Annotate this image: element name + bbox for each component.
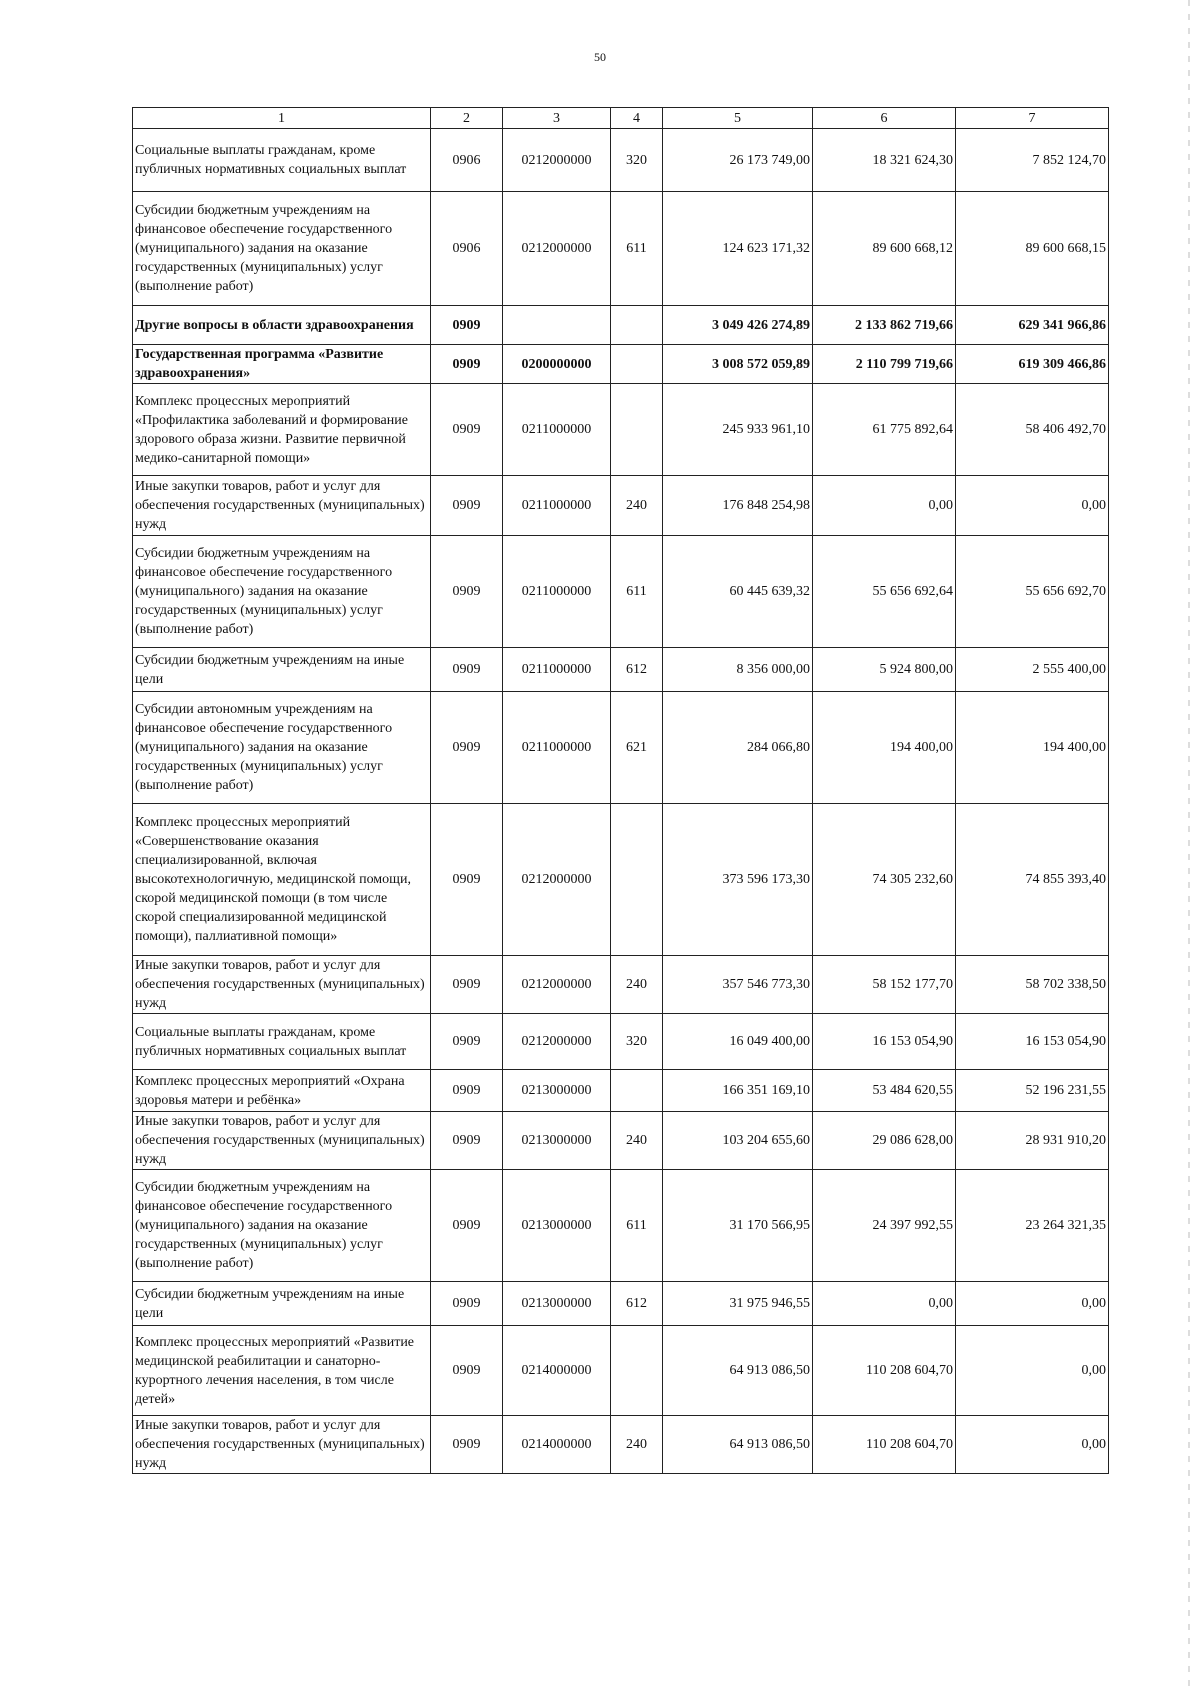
row-type-cell: 621	[611, 692, 663, 804]
row-target-cell: 0211000000	[503, 692, 611, 804]
table-header-row	[133, 108, 1109, 129]
row-value-7-cell: 89 600 668,15	[956, 192, 1109, 306]
row-value-6-cell: 24 397 992,55	[813, 1170, 956, 1282]
row-type-cell: 240	[611, 1416, 663, 1474]
header-col-3: 3	[503, 108, 611, 129]
row-section-cell: 0909	[431, 1416, 503, 1474]
row-value-6-cell: 0,00	[813, 476, 956, 536]
table-row	[133, 956, 1109, 1014]
row-section-cell: 0909	[431, 1282, 503, 1326]
row-target-cell: 0211000000	[503, 536, 611, 648]
row-value-5-cell: 373 596 173,30	[663, 804, 813, 956]
row-name-cell: Комплекс процессных мероприятий «Развитие медицинской реабилитации и санаторно-курортного лечения населения, в том числе детей»	[133, 1326, 431, 1416]
row-type-cell: 240	[611, 476, 663, 536]
header-col-7: 7	[956, 108, 1109, 129]
row-value-7-cell: 58 406 492,70	[956, 384, 1109, 476]
row-type-cell: 611	[611, 1170, 663, 1282]
table-row	[133, 129, 1109, 192]
row-value-6-cell: 61 775 892,64	[813, 384, 956, 476]
row-name-cell: Комплекс процессных мероприятий «Охрана здоровья матери и ребёнка»	[133, 1070, 431, 1112]
row-value-5-cell: 176 848 254,98	[663, 476, 813, 536]
table-row	[133, 1416, 1109, 1474]
row-name-cell: Государственная программа «Развитие здравоохранения»	[133, 345, 431, 384]
row-target-cell: 0212000000	[503, 192, 611, 306]
row-section-cell: 0909	[431, 384, 503, 476]
row-target-cell: 0200000000	[503, 345, 611, 384]
row-value-5-cell: 31 975 946,55	[663, 1282, 813, 1326]
row-target-cell: 0212000000	[503, 804, 611, 956]
row-type-cell: 612	[611, 1282, 663, 1326]
header-col-1: 1	[133, 108, 431, 129]
row-value-6-cell: 2 133 862 719,66	[813, 306, 956, 345]
row-value-6-cell: 110 208 604,70	[813, 1326, 956, 1416]
row-name-cell: Комплекс процессных мероприятий «Совершенствование оказания специализированной, включая высокотехнологичную, медицинской помощи, скорой медицинской помощи (в том числе скорой специализированной медицинской помощи), паллиативной помощи»	[133, 804, 431, 956]
row-value-6-cell: 2 110 799 719,66	[813, 345, 956, 384]
table-row	[133, 345, 1109, 384]
row-value-6-cell: 18 321 624,30	[813, 129, 956, 192]
row-value-6-cell: 110 208 604,70	[813, 1416, 956, 1474]
row-value-7-cell: 23 264 321,35	[956, 1170, 1109, 1282]
table-row	[133, 306, 1109, 345]
row-name-cell: Субсидии бюджетным учреждениям на финансовое обеспечение государственного (муниципального) задания на оказание государственных (муниципальных) услуг (выполнение работ)	[133, 192, 431, 306]
row-value-5-cell: 64 913 086,50	[663, 1326, 813, 1416]
row-name-cell: Комплекс процессных мероприятий «Профилактика заболеваний и формирование здорового образа жизни. Развитие первичной медико-санитарной помощи»	[133, 384, 431, 476]
row-target-cell: 0213000000	[503, 1112, 611, 1170]
row-type-cell: 320	[611, 129, 663, 192]
row-type-cell: 320	[611, 1014, 663, 1070]
row-target-cell: 0212000000	[503, 956, 611, 1014]
table-row	[133, 476, 1109, 536]
table-row	[133, 1070, 1109, 1112]
table-row	[133, 192, 1109, 306]
row-value-5-cell: 31 170 566,95	[663, 1170, 813, 1282]
row-value-7-cell: 55 656 692,70	[956, 536, 1109, 648]
row-value-5-cell: 124 623 171,32	[663, 192, 813, 306]
row-value-7-cell: 194 400,00	[956, 692, 1109, 804]
row-name-cell: Иные закупки товаров, работ и услуг для обеспечения государственных (муниципальных) нужд	[133, 476, 431, 536]
header-col-5: 5	[663, 108, 813, 129]
budget-table	[132, 107, 1109, 1474]
row-type-cell	[611, 804, 663, 956]
row-type-cell: 240	[611, 956, 663, 1014]
row-target-cell: 0212000000	[503, 1014, 611, 1070]
row-type-cell: 240	[611, 1112, 663, 1170]
row-name-cell: Иные закупки товаров, работ и услуг для обеспечения государственных (муниципальных) нужд	[133, 1112, 431, 1170]
table-row	[133, 1326, 1109, 1416]
row-value-5-cell: 26 173 749,00	[663, 129, 813, 192]
row-value-7-cell: 7 852 124,70	[956, 129, 1109, 192]
row-value-6-cell: 74 305 232,60	[813, 804, 956, 956]
row-type-cell	[611, 384, 663, 476]
row-target-cell: 0213000000	[503, 1282, 611, 1326]
row-section-cell: 0909	[431, 956, 503, 1014]
row-section-cell: 0909	[431, 1112, 503, 1170]
row-value-6-cell: 53 484 620,55	[813, 1070, 956, 1112]
row-section-cell: 0909	[431, 536, 503, 648]
row-name-cell: Социальные выплаты гражданам, кроме публичных нормативных социальных выплат	[133, 129, 431, 192]
row-section-cell: 0909	[431, 648, 503, 692]
row-section-cell: 0909	[431, 306, 503, 345]
row-value-6-cell: 194 400,00	[813, 692, 956, 804]
table-row	[133, 648, 1109, 692]
row-value-5-cell: 3 008 572 059,89	[663, 345, 813, 384]
row-section-cell: 0909	[431, 1070, 503, 1112]
row-value-5-cell: 357 546 773,30	[663, 956, 813, 1014]
row-name-cell: Социальные выплаты гражданам, кроме публичных нормативных социальных выплат	[133, 1014, 431, 1070]
row-value-7-cell: 28 931 910,20	[956, 1112, 1109, 1170]
table-row	[133, 536, 1109, 648]
row-type-cell	[611, 1070, 663, 1112]
row-value-6-cell: 58 152 177,70	[813, 956, 956, 1014]
row-target-cell: 0211000000	[503, 648, 611, 692]
row-value-6-cell: 16 153 054,90	[813, 1014, 956, 1070]
row-section-cell: 0906	[431, 192, 503, 306]
row-section-cell: 0906	[431, 129, 503, 192]
row-target-cell: 0213000000	[503, 1170, 611, 1282]
row-target-cell: 0213000000	[503, 1070, 611, 1112]
table-row	[133, 1170, 1109, 1282]
row-section-cell: 0909	[431, 692, 503, 804]
row-section-cell: 0909	[431, 804, 503, 956]
table-body	[133, 129, 1109, 1474]
row-name-cell: Иные закупки товаров, работ и услуг для обеспечения государственных (муниципальных) нужд	[133, 956, 431, 1014]
row-value-7-cell: 74 855 393,40	[956, 804, 1109, 956]
row-value-5-cell: 8 356 000,00	[663, 648, 813, 692]
row-target-cell	[503, 306, 611, 345]
row-value-5-cell: 16 049 400,00	[663, 1014, 813, 1070]
row-section-cell: 0909	[431, 1014, 503, 1070]
row-name-cell: Субсидии бюджетным учреждениям на иные цели	[133, 1282, 431, 1326]
row-value-7-cell: 2 555 400,00	[956, 648, 1109, 692]
row-value-7-cell: 0,00	[956, 476, 1109, 536]
row-value-7-cell: 58 702 338,50	[956, 956, 1109, 1014]
table-row	[133, 1112, 1109, 1170]
header-col-4: 4	[611, 108, 663, 129]
row-value-5-cell: 64 913 086,50	[663, 1416, 813, 1474]
table-row	[133, 384, 1109, 476]
row-value-7-cell: 0,00	[956, 1416, 1109, 1474]
row-value-7-cell: 619 309 466,86	[956, 345, 1109, 384]
row-value-6-cell: 5 924 800,00	[813, 648, 956, 692]
header-col-2: 2	[431, 108, 503, 129]
row-value-7-cell: 0,00	[956, 1282, 1109, 1326]
row-target-cell: 0214000000	[503, 1326, 611, 1416]
row-section-cell: 0909	[431, 476, 503, 536]
row-value-7-cell: 52 196 231,55	[956, 1070, 1109, 1112]
row-type-cell: 611	[611, 192, 663, 306]
row-value-5-cell: 284 066,80	[663, 692, 813, 804]
row-value-6-cell: 89 600 668,12	[813, 192, 956, 306]
row-type-cell: 612	[611, 648, 663, 692]
row-value-6-cell: 0,00	[813, 1282, 956, 1326]
row-target-cell: 0214000000	[503, 1416, 611, 1474]
row-value-7-cell: 0,00	[956, 1326, 1109, 1416]
row-name-cell: Субсидии автономным учреждениям на финансовое обеспечение государственного (муниципального) задания на оказание государственных (муниципальных) услуг (выполнение работ)	[133, 692, 431, 804]
row-type-cell: 611	[611, 536, 663, 648]
table-row	[133, 692, 1109, 804]
row-section-cell: 0909	[431, 345, 503, 384]
row-value-6-cell: 55 656 692,64	[813, 536, 956, 648]
scan-edge-artifact	[1188, 0, 1190, 1686]
row-value-7-cell: 629 341 966,86	[956, 306, 1109, 345]
row-name-cell: Другие вопросы в области здравоохранения	[133, 306, 431, 345]
table-row	[133, 1282, 1109, 1326]
row-name-cell: Иные закупки товаров, работ и услуг для обеспечения государственных (муниципальных) нужд	[133, 1416, 431, 1474]
row-type-cell	[611, 306, 663, 345]
row-value-5-cell: 3 049 426 274,89	[663, 306, 813, 345]
row-section-cell: 0909	[431, 1170, 503, 1282]
row-value-7-cell: 16 153 054,90	[956, 1014, 1109, 1070]
row-value-6-cell: 29 086 628,00	[813, 1112, 956, 1170]
row-type-cell	[611, 345, 663, 384]
row-target-cell: 0212000000	[503, 129, 611, 192]
row-value-5-cell: 60 445 639,32	[663, 536, 813, 648]
table-row	[133, 1014, 1109, 1070]
row-target-cell: 0211000000	[503, 476, 611, 536]
row-name-cell: Субсидии бюджетным учреждениям на финансовое обеспечение государственного (муниципального) задания на оказание государственных (муниципальных) услуг (выполнение работ)	[133, 536, 431, 648]
row-name-cell: Субсидии бюджетным учреждениям на иные цели	[133, 648, 431, 692]
header-col-6: 6	[813, 108, 956, 129]
row-target-cell: 0211000000	[503, 384, 611, 476]
table-row	[133, 804, 1109, 956]
row-section-cell: 0909	[431, 1326, 503, 1416]
page-number: 50	[594, 50, 606, 64]
row-value-5-cell: 166 351 169,10	[663, 1070, 813, 1112]
row-type-cell	[611, 1326, 663, 1416]
row-name-cell: Субсидии бюджетным учреждениям на финансовое обеспечение государственного (муниципального) задания на оказание государственных (муниципальных) услуг (выполнение работ)	[133, 1170, 431, 1282]
row-value-5-cell: 245 933 961,10	[663, 384, 813, 476]
row-value-5-cell: 103 204 655,60	[663, 1112, 813, 1170]
